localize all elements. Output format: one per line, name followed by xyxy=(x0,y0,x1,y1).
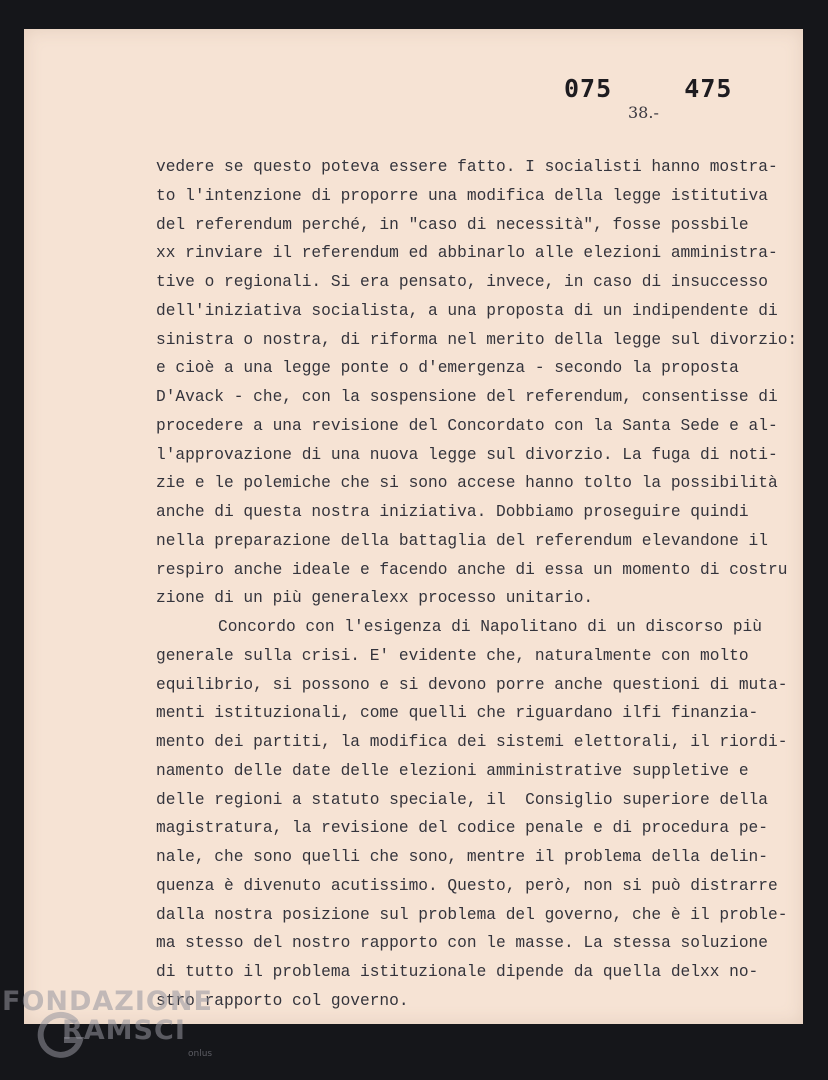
text-line: anche di questa nostra iniziativa. Dobbiamo proseguire quindi xyxy=(156,503,749,521)
watermark-line-3: onlus xyxy=(188,1049,213,1059)
text-line: procedere a una revisione del Concordato con la Santa Sede e al- xyxy=(156,416,778,435)
text-line: ma stesso del nostro rapporto con le masse. La stessa soluzione xyxy=(156,934,768,953)
text-line: dalla nostra posizione sul problema del governo, che è il proble- xyxy=(156,905,788,924)
text-line: di tutto il problema istituzionale dipende da quella delxx no- xyxy=(156,963,759,981)
watermark-line-2: RAMSCI xyxy=(62,1015,186,1046)
text-line: tive o regionali. Si era pensato, invece, in caso di insuccesso xyxy=(156,273,768,291)
page-number: 38.- xyxy=(628,103,659,122)
text-line: menti istituzionali, come quelli che riguardano ilfi finanzia- xyxy=(156,704,759,723)
text-line: namento delle date delle elezioni amministrative suppletive e xyxy=(156,761,749,780)
text-line: to l'intenzione di proporre una modifica della legge istitutiva xyxy=(156,186,768,205)
text-line: stro rapporto col governo. xyxy=(156,991,409,1010)
text-line: magistratura, la revisione del codice penale e di procedura pe- xyxy=(156,819,768,838)
text-line: D'Avack - che, con la sospensione del referendum, consentisse di xyxy=(156,388,778,406)
text-line: Concordo con l'esigenza di Napolitano di un discorso più xyxy=(218,618,762,636)
g-logo-icon xyxy=(36,1010,86,1060)
text-line: respiro anche ideale e facendo anche di essa un momento di costru xyxy=(156,560,788,579)
text-line: e cioè a una legge ponte o d'emergenza - secondo la proposta xyxy=(156,359,739,378)
text-line: vedere se questo poteva essere fatto. I socialisti hanno mostra- xyxy=(156,158,778,176)
text-line: delle regioni a statuto speciale, il Consiglio superiore della xyxy=(156,790,768,809)
text-line: generale sulla crisi. E' evidente che, naturalmente con molto xyxy=(156,646,749,665)
text-line: equilibrio, si possono e si devono porre anche questioni di muta- xyxy=(156,675,788,694)
text-line: zione di un più generalexx processo unitario. xyxy=(156,589,594,608)
text-line: xx rinviare il referendum ed abbinarlo alle elezioni amministra- xyxy=(156,244,778,263)
text-line: del referendum perché, in "caso di necessità", fosse possbile xyxy=(156,215,749,234)
text-line: sinistra o nostra, di riforma nel merito della legge sul divorzio: xyxy=(156,330,798,349)
text-line: zie e le polemiche che si sono accese hanno tolto la possibilità xyxy=(156,474,778,493)
text-line: dell'iniziativa socialista, a una proposta di un indipendente di xyxy=(156,301,778,320)
text-line: nella preparazione della battaglia del referendum elevandone il xyxy=(156,531,768,550)
text-line: quenza è divenuto acutissimo. Questo, però, non si può distrarre xyxy=(156,876,778,895)
fondazione-gramsci-watermark xyxy=(2,988,213,1059)
archive-number: 075 475 xyxy=(564,74,733,103)
typewritten-text xyxy=(156,153,796,1016)
watermark-line-1: FONDAZIONE xyxy=(2,986,213,1017)
text-line: nale, che sono quelli che sono, mentre il problema della delin- xyxy=(156,848,768,866)
text-line: mento dei partiti, la modifica dei sistemi elettorali, il riordi- xyxy=(156,733,788,751)
text-line: l'approvazione di una nuova legge sul divorzio. La fuga di noti- xyxy=(156,445,778,464)
